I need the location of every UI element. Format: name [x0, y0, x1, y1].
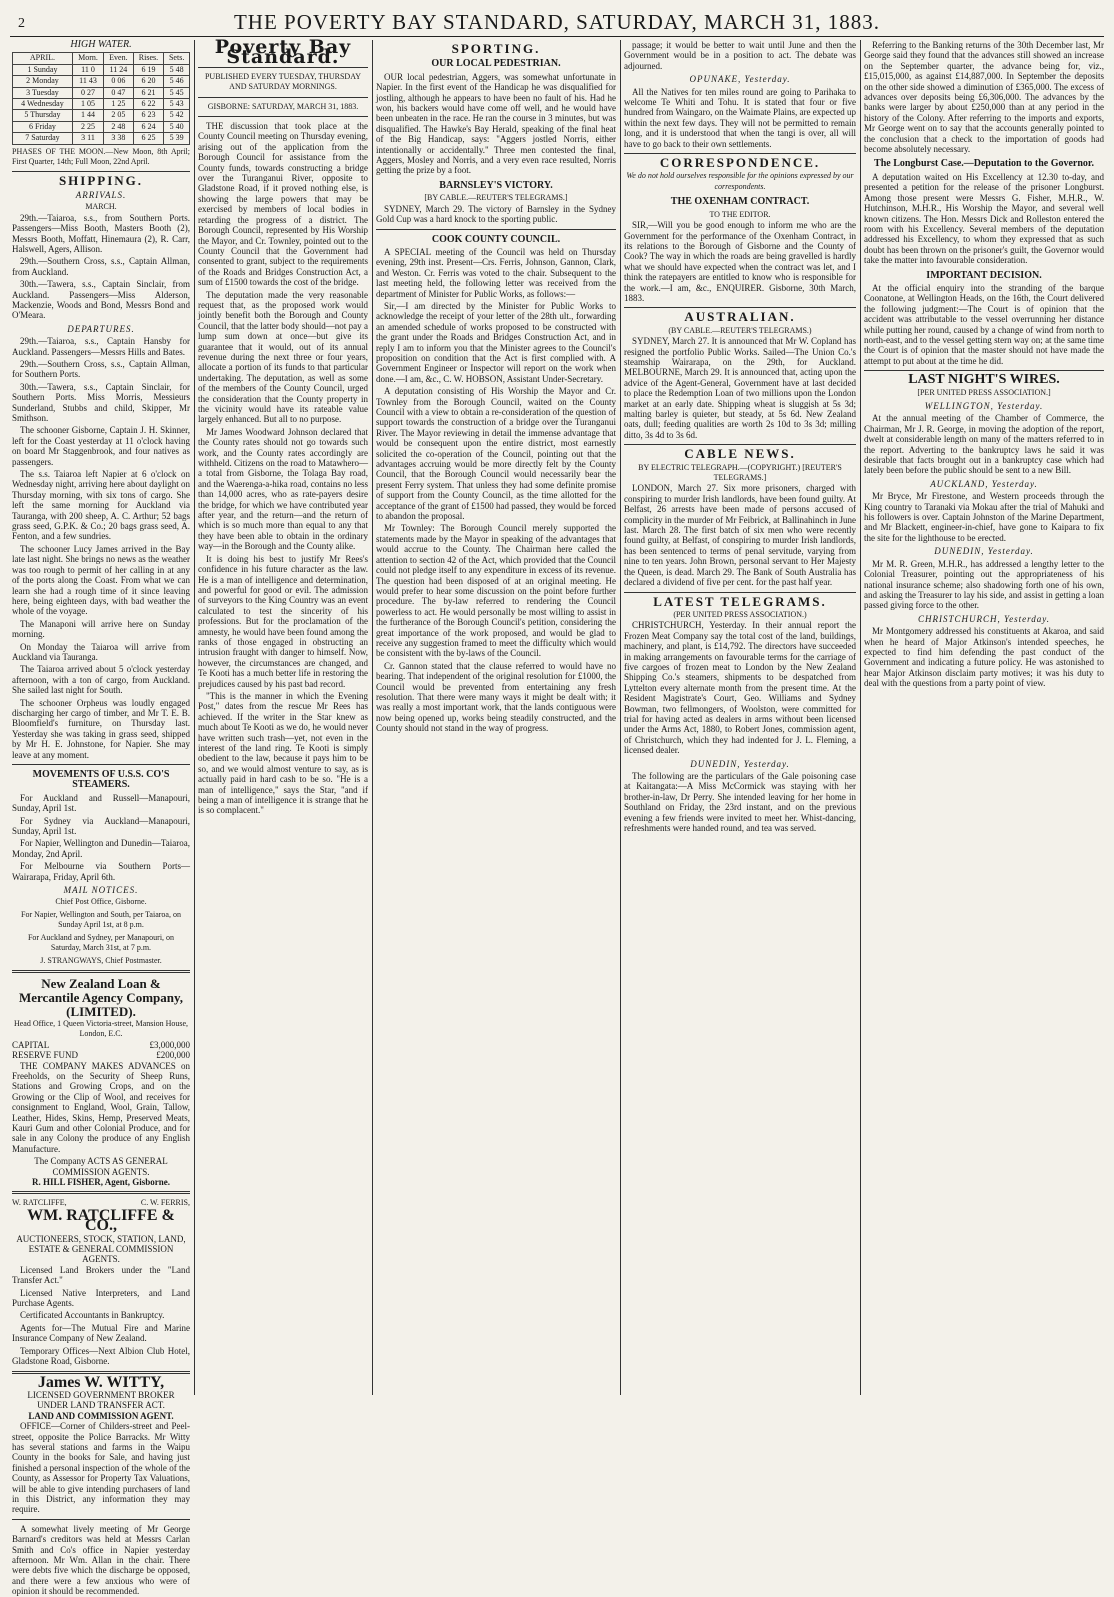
tides-cell: 6 23: [133, 110, 164, 121]
tides-cell: 2 05: [104, 110, 134, 121]
sporting-heading: SPORTING.: [451, 41, 541, 56]
opunake-body: All the Natives for ten miles round are going to Parihaka to welcome Te Whiti and Tohu. It is stated that four or five hundred from Waingaro, on the Waimate Plains, are expected up within the next few days. They will not be permitted to remain long, and it is understood that when the tangi is over, all will have to go back to their own settlements.: [624, 86, 856, 149]
nzloan-office: Head Office, 1 Queen Victoria-street, Mansion House, London, E.C.: [13, 1018, 189, 1039]
column-1: [12, 39, 190, 1597]
dunedin2-body: Mr M. R. Green, M.H.R., has addressed a lengthy letter to the Colonial Treasurer, pointing out the appropriateness of his national insurance scheme; also shadowing forth one of his own, and asking the Treasurer to lay his side, and assist in getting a loan passed giving force to the other.: [864, 558, 1104, 611]
tides-cell: 0 06: [104, 76, 134, 87]
cable-heading: CABLE NEWS.: [684, 446, 796, 462]
column-divider: [860, 40, 861, 1395]
australian-heading: AUSTRALIAN.: [684, 309, 796, 325]
departure-item: 29th.—Taiaroa, s.s., Captain Hansby for Auckland. Passengers—Messrs Hills and Bates.: [12, 336, 190, 357]
tides-cell: 6 22: [133, 99, 164, 110]
masthead-rule: [10, 36, 1104, 37]
arrival-item: 29th.—Southern Cross, s.s., Captain Allman, from Auckland.: [12, 256, 190, 277]
pedestrian-body: OUR local pedestrian, Aggers, was somewhat unfortunate in Napier. In the first event of the Handicap he was disqualified for jostling, although he appears to have been no fault of his. Had he won, his backers would have come off well, and he would have been unbeaten in the race. He ran the course in 3 minutes, but was disqualified. The Hawke's Bay Herald, speaking of the final heat of the Big Handicap, says: "Aggers jostled Norris, either intentionally or accidentally." Three men contested the final, Aggers, Mosley and Norris, and a very even race resulted, Norris getting the prize by a foot.: [376, 71, 616, 176]
nzloan-agent-name: R. HILL FISHER, Agent, Gisborne.: [31, 1177, 171, 1187]
newspaper-flag: Poverty Bay Standard.: [214, 36, 352, 69]
movement-item: For Melbourne via Southern Ports—Wairarapa, Friday, April 6th.: [12, 861, 190, 882]
cable-sub: BY ELECTRIC TELEGRAPH.—(COPYRIGHT.) [REUTER'S TELEGRAMS.]: [638, 462, 842, 483]
correspondence-note: We do not hold ourselves responsible for the opinions expressed by our correspondents.: [626, 171, 854, 191]
nzloan-advert: [12, 977, 190, 1188]
tides-cell: 1 25: [104, 99, 134, 110]
tides-cell: 7 Saturday: [13, 133, 73, 144]
shipping-note: On Monday the Taiaroa will arrive from Auckland via Tauranga.: [12, 641, 190, 662]
important-body: At the official enquiry into the stranding of the barque Coonatone, at Wellington Heads, on the 16th, the Court delivered the following judgment:—The Court is of opinion that the accident was attributable to the vessel overrunning her distance while putting her round, caused by a change of wind from north to north-east, and to the vessel getting stern way on; at the same time the Court is of opinion that the master should not have made the attempt to put about at the time he did.: [864, 282, 1104, 366]
lastnight-heading: LAST NIGHT'S WIRES.: [908, 372, 1060, 388]
barnsley-sub: [BY CABLE.—REUTER'S TELEGRAMS.]: [424, 193, 568, 203]
tides-cell: 2 25: [72, 121, 103, 132]
col5-top: Referring to the Banking returns of the 30th December last, Mr George said they found that the advances still showed an increase on the September quarter, the advance being for, viz., £15,015,000, as against £14,887,000. In September the deposits on the other side showed a diminution of £365,000. The excess of advances over deposits being £6,306,000. The advances by the banks were larger by about £250,000 than at any period in the history of the Colony. After referring to the imports and exports, Mr George went on to say that the accounts generally pointed to the conclusion that a check to the importation of goods had become absolutely necessary.: [864, 40, 1104, 155]
tides-row: [13, 76, 190, 87]
wellington-heading: WELLINGTON, Yesterday.: [924, 401, 1044, 411]
mail-line: J. STRANGWAYS, Chief Postmaster.: [40, 955, 162, 965]
tides-row: [13, 121, 190, 132]
auckland-body: Mr Bryce, Mr Firestone, and Western proceeds through the King country to Taranaki via Mokau after the trial of Mahuki and his followers is over. Captain Johnston of the Marine Department, and Mr Blackett, engineer-in-chief, have gone to Kaipara to fix the site for the lighthouse to be erected.: [864, 491, 1104, 543]
mail-line: For Napier, Wellington and South, per Taiaroa, on Sunday April 1st, at 8 p.m.: [21, 909, 181, 930]
tides-row: [13, 64, 190, 75]
nzloan-capital: £3,000,000: [149, 1039, 190, 1050]
movements-list: [12, 793, 190, 882]
tides-cell: 6 21: [133, 87, 164, 98]
moon-phases: PHASES OF THE MOON.—New Moon, 8th April; First Quarter, 14th; Full Moon, 22nd April.: [12, 146, 190, 167]
dunedin-heading: DUNEDIN, Yesterday.: [690, 758, 790, 769]
tides-table: [12, 52, 190, 144]
ratcliffe-line: Certificated Accountants in Bankruptcy.: [20, 1310, 165, 1321]
column-2: [198, 36, 368, 1395]
tides-cell: 3 11: [72, 133, 103, 144]
tides-cell: 1 44: [72, 110, 103, 121]
shipping-note: The Manaponi will arrive here on Sunday morning.: [12, 618, 190, 640]
cable-body: LONDON, March 27. Six more prisoners, charged with conspiring to murder Irish landlords, have been found guilty. At Belfast, 26 arrests have been made of persons accused of complicity in the murder of Mr Feibrick, at Ballinahinch in June last. March 28. The first batch of six men who were recently found guilty, at Belfast, of conspiring to murder Irish landlords, has been sentenced to terms of penal servitude, varying from nine to ten years. John Brown, personal servant to Her Majesty the Queen, is dead. March 29. The Bank of South Australia has declared a dividend of five per cent. for the past half year.: [624, 483, 856, 588]
arrivals-list: [12, 213, 190, 321]
longburst-heading: The Longburst Case.—Deputation to the Governor.: [874, 158, 1094, 170]
departure-item: 29th.—Southern Cross, s.s., Captain Allman, for Southern Ports.: [12, 358, 190, 380]
australian-sub: (BY CABLE.—REUTER'S TELEGRAMS.): [668, 325, 812, 335]
tides-header-cell: Morn.: [72, 53, 103, 64]
tides-cell: 5 42: [164, 110, 190, 121]
council-body-5: Cr. Gannon stated that the clause referred to would have no bearing. That independent of the original resolution for £1000, the Council would be prevented from entertaining any fresh resolution. That there were many ways it might be dealt with; it was really a most important work, that the lands contiguous were now being opened up, works being steadily constructed, and the County should not stand in the way of progress.: [376, 660, 616, 734]
council-body-3: A deputation consisting of His Worship the Mayor and Cr. Townley from the Borough Council, waited on the County Council with a view to obtain a re-consideration of the question of support towards the construction of a bridge over the Turanganui River. The Mayor reviewing in detail the immense advantage that would be consequent upon the entire district, most earnestly solicited the co-operation of the Council, pointing out that the advantages accruing would be more directly felt by the County Council, that the Borough Council would necessarily bear the present Ferry system. That unless they had some definite promise of support from the County Council, as the time allotted for the acceptance of the grant of £1500 had passed, they would be forced to abandon the proposal.: [376, 386, 616, 522]
tides-cell: 5 Thursday: [13, 110, 73, 121]
tides-cell: 5 46: [164, 76, 190, 87]
tides-cell: 5 45: [164, 87, 190, 98]
ratcliffe-sub: AUCTIONEERS, STOCK, STATION, LAND, ESTATE & GENERAL COMMISSION AGENTS.: [16, 1233, 186, 1265]
tides-cell: 6 25: [133, 133, 164, 144]
shipping-heading: SHIPPING.: [58, 173, 144, 189]
ratcliffe-lines: [12, 1265, 190, 1367]
witty-sub2: LAND AND COMMISSION AGENT.: [28, 1410, 174, 1421]
nzloan-reserve: £200,000: [156, 1050, 190, 1061]
latest-body: CHRISTCHURCH, Yesterday. In their annual report the Frozen Meat Company say the total cost of the land, buildings, machinery, and plant, is £14,792. The directors have succeeded in making arrangements on favourable terms for the carriage of five cargoes of frozen meat to London by the New Zealand Shipping Co.'s steamers, shipments to be despatched from Lyttelton every alternate month from the present time. At the Resident Magistrate's Court, Geo. Williams and Sydney Bowman, two fellmongers, of Woolston, were committed for trial for having acted as dealers in arms without been licensed under the Arms Act, 1880, to Robert Jones, commission agent, of Christchurch, which they had indented for J. L. Fleming, a licensed dealer.: [624, 620, 856, 756]
editorial-paragraphs: [198, 121, 368, 816]
tides-cell: 6 20: [133, 76, 164, 87]
column-3: [376, 40, 616, 1395]
tides-header-cell: Even.: [104, 53, 134, 64]
mail-heading: MAIL NOTICES.: [63, 885, 139, 896]
tides-cell: 2 Monday: [13, 76, 73, 87]
tides-cell: 1 05: [72, 99, 103, 110]
oxenham-to: TO THE EDITOR.: [709, 209, 771, 219]
movements-heading: MOVEMENTS OF U.S.S. CO'S STEAMERS.: [32, 769, 170, 791]
departure-item: 30th.—Tawera, s.s., Captain Sinclair, for Southern Ports. Miss Morris, Messieurs Sunderland, Stubbs and child, Skipper, Mr Smithson.: [12, 381, 190, 423]
arrival-item: 30th.—Tawera, s.s., Captain Sinclair, from Auckland. Passengers—Miss Alderson, Mackenzie, Woods and Bond, Messrs Bond and O'Meara.: [12, 279, 190, 321]
opunake-heading: OPUNAKE, Yesterday.: [689, 74, 791, 85]
shipping-note: The Taiaroa arrived about 5 o'clock yesterday afternoon, with a ton of cargo, from Auckland. She sailed last night for South.: [12, 664, 190, 696]
arrivals-month: MARCH.: [85, 202, 117, 212]
shipping-note: The schooner Orpheus was loudly engaged discharging her cargo of timber, and Mr T. E. B. Bloomfield's furniture, on Thursday last. Yesterday she was taking in grass seed, shipped by Mr H. E. Johnstone, for Napier. She may leave at any moment.: [12, 697, 190, 760]
tides-heading: HIGH WATER.: [70, 39, 132, 50]
auckland-heading: AUCKLAND, Yesterday.: [930, 478, 1038, 489]
nzloan-capital-label: CAPITAL: [12, 1039, 50, 1050]
editorial-paragraph: It is doing his best to justify Mr Rees's confidence in his future character as the law. He is a man of intelligence and determination, and powerful for good or evil. The admission of surveyors to the King Country was an event calculated to test the sincerity of his professions. But for the proclamation of the amnesty, he would have been found among the ranks of those engaged in obstructing an intrusion fraught with danger to himself. Now, however, the circumstances are changed, and Te Kooti has a much better life in restoring the prejudices caused by his past bad record.: [198, 553, 368, 689]
tides-header-cell: Rises.: [133, 53, 164, 64]
bottom-para: A somewhat lively meeting of Mr George Barnard's creditors was held at Messrs Carlan Smith and Co's office in Napier yesterday afternoon. Mr Wm. Allan in the chair. There were debts five which the discharge be opposed, and there were a few anxious who were of opinion it should be recommended.: [12, 1523, 190, 1597]
tides-cell: 11 0: [72, 64, 103, 75]
longburst-body: A deputation waited on His Excellency at 12.30 to-day, and presented a petition for the release of the prisoner Longburst. Among those present were Messrs G. Fisher, M.H.R., W. Hutchinson, M.H.R., His Worship the Mayor, and several well known citizens. The Hon. Messrs Dick and Rolleston entered the room with his Excellency. Several members of the deputation addressed his Excellency, to whom they expressed that as such doubt has been thrown on the prisoner's guilt, the Governor would take the matter into favourable consideration.: [864, 171, 1104, 266]
tides-cell: 1 Sunday: [13, 64, 73, 75]
column-divider: [194, 40, 195, 1395]
council-body-2: Sir,—I am directed by the Minister for Public Works to acknowledge the receipt of your letter of the 28th ult., forwarding an amended schedule of works proposed to be constructed with the grant under the Roads and Bridges Construction Act, and in reply I am to inform you that the Minister agrees to the Council's proposition on condition that the Act is first complied with. A Government Engineer or Inspector will report on the work when done.—I am, &c., C. W. HOBSON, Assistant Under-Secretary.: [376, 300, 616, 384]
pedestrian-heading: OUR LOCAL PEDESTRIAN.: [431, 58, 561, 70]
movement-item: For Auckland and Russell—Manapouri, Sunday, April 1st.: [12, 792, 190, 814]
editorial-paragraph: THE discussion that took place at the County Council meeting on Thursday evening, arising out of the application from the Borough Council for assistance from the County funds, towards constructing a bridge over the Turanganui River, opposite to Gladstone Road, if it proved nothing else, is showing the large powers that may be exercised by members of local bodies in retarding the progress of a district. The Borough Council, represented by His Worship the Mayor, and Cr. Townley, pointed out to the County Council that the Government had consented to grant, subject to the requirements of the Roads and Bridges Construction Act, a sum of £1500 towards the cost of the bridge.: [198, 121, 368, 288]
tides-header-cell: Sets.: [164, 53, 190, 64]
tides-cell: 11 43: [72, 76, 103, 87]
tides-cell: 5 39: [164, 133, 190, 144]
tides-row: [13, 87, 190, 98]
mail-notices: [12, 897, 190, 965]
tides-cell: 0 27: [72, 87, 103, 98]
tides-cell: 5 40: [164, 121, 190, 132]
tides-cell: 4 Wednesday: [13, 99, 73, 110]
ratcliffe-line: Licensed Land Brokers under the "Land Transfer Act.": [12, 1264, 190, 1286]
witty-body: OFFICE—Corner of Childers-street and Peel-street, opposite the Police Barracks. Mr Witty has several stations and farms in the Waipu County in the books for Sale, and having just finished a personal inspection of the whole of the County, as Assessor for Property Tax Valuations, will be able to give intending purchasers of land in this District, any information they may require.: [12, 1421, 190, 1515]
masthead: [0, 6, 1114, 36]
ratcliffe-line: Temporary Offices—Next Albion Club Hotel, Gladstone Road, Gisborne.: [12, 1345, 190, 1367]
oxenham-heading: THE OXENHAM CONTRACT.: [670, 196, 810, 208]
tides-cell: 6 Friday: [13, 121, 73, 132]
latest-heading: LATEST TELEGRAMS.: [653, 593, 827, 609]
editorial-paragraph: The deputation made the very reasonable request that, as the proposed work would jointly benefit both the Borough and County Council, that the latter body should—not pay a lump sum down at once—but give its guarantee that it would, out of its annual revenue during the next three or four years, allocate a portion of its funds to that particular undertaking. The deputation, as well as some of the members of the County Council, urged the consideration that the County property in the vicinity would have its rateable value largely enhanced. But all to no purpose.: [198, 289, 368, 425]
page-number: 2: [18, 16, 25, 31]
important-heading: IMPORTANT DECISION.: [926, 269, 1042, 281]
arrivals-heading: ARRIVALS.: [75, 189, 127, 200]
ratcliffe-partner-right: C. W. FERRIS,: [140, 1198, 190, 1208]
tides-cell: 3 38: [104, 133, 134, 144]
departures-list: [12, 336, 190, 423]
nzloan-agents: The Company ACTS AS GENERAL COMMISSION AGENTS.: [34, 1156, 168, 1177]
mail-line: For Auckland and Sydney, per Manapouri, on Saturday, March 31st, at 7 p.m.: [27, 932, 175, 953]
lastnight-sub: [PER UNITED PRESS ASSOCIATION.]: [917, 387, 1051, 397]
ratcliffe-advert: [12, 1198, 190, 1366]
council-body-1: A SPECIAL meeting of the Council was held on Thursday evening, 29th inst. Present—Crs. Ferris, Johnson, Gannon, Clark, and Weston. Cr. Ferris was voted to the chair. Subsequent to the last meeting held, the following letter was received from the department of Minister for Public Works, as follows:—: [376, 246, 616, 299]
tides-row: [13, 133, 190, 144]
dunedin2-heading: DUNEDIN, Yesterday.: [934, 546, 1034, 557]
ratcliffe-partner-left: W. RATCLIFFE,: [12, 1198, 67, 1208]
shipping-note: The s.s. Taiaroa left Napier at 6 o'clock on Wednesday night, arriving here about daylight on Thursday morning, with six tons of cargo. She left the same morning for Auckland via Tauranga, with 200 sheep, A. C. Arthur; 52 bags grass seed, G.P.K. & Co.; 20 bags grass seed, A. Fenton, and a few sundries.: [12, 469, 190, 542]
witty-sub: LICENSED GOVERNMENT BROKER UNDER LAND TRANSFER ACT.: [27, 1389, 175, 1411]
tides-cell: 6 19: [133, 64, 164, 75]
movement-item: For Napier, Wellington and Dunedin—Taiaroa, Monday, 2nd April.: [12, 838, 190, 859]
tides-row: [13, 110, 190, 121]
tides-cell: 0 47: [104, 87, 134, 98]
tides-header-row: [13, 53, 190, 64]
shipping-note: The schooner Lucy James arrived in the Bay late last night. She brings no news as the weather was too rough to permit of her calling in at any of the ports along the Coast. From what we can learn she had a rough time of it since leaving here, being eighteen days, with bad weather the whole of the voyage.: [12, 543, 190, 617]
arrival-item: 29th.—Taiaroa, s.s., from Southern Ports. Passengers—Miss Booth, Masters Booth (2), Messrs Booth, Moffatt, Hinemaura (2), R. Carr, Halswell, Agers, Allison.: [12, 212, 190, 254]
australian-body: SYDNEY, March 27. It is announced that Mr W. Copland has resigned the portfolio Public Works. Sailed—The Union Co.'s steamship Wairarapa, on the 29th, for Auckland. MELBOURNE, March 29. It is announced that, acting upon the advice of the Agent-General, Government have at last decided to place the Redemption Loan of two millions upon the London market at an early date. Shipping wheat is sluggish at 5s 3d; malting barley is quieter, but steady, at 5s 6d. New Zealand oats, dull; feeding qualities are worth 2s 10d to 3s 3d; milling ditto, 3s 4d to 3s 6d.: [624, 336, 856, 440]
tides-header-cell: APRIL.: [13, 53, 73, 64]
ratcliffe-line: Agents for—The Mutual Fire and Marine Insurance Company of New Zealand.: [12, 1322, 190, 1344]
council-body-4: Mr Townley: The Borough Council merely supported the statements made by the Mayor in speaking of the advantages that would accrue to the County. The Chairman here called the attention to section 42 of the Act, which provided that the Council could not pledge itself to any expenditure in excess of its revenue. The question had been disposed of at an original meeting. He would prefer to hear some discussion on the point before further procedure. The by-law referred to rendering the Council powerless to act. He would personally be most willing to assist in the furtherance of the Borough Council's petition, considering the great importance of the work proposed, and would be glad to receive any suggestion framed to meet the difficulty which would be consistent with the by-laws of the Council.: [376, 523, 616, 659]
tides-cell: 6 24: [133, 121, 164, 132]
barnsley-body: SYDNEY, March 29. The victory of Barnsley in the Sydney Gold Cup was a hard knock to the sporting public.: [376, 203, 616, 225]
tides-cell: 2 48: [104, 121, 134, 132]
column-divider: [372, 40, 373, 1395]
tides-cell: 5 48: [164, 64, 190, 75]
page-title: THE POVERTY BAY STANDARD, SATURDAY, MARCH 31, 1883.: [233, 10, 881, 34]
column-4: [624, 40, 856, 1395]
ratcliffe-title: WM. RATCLIFFE & CO.,: [27, 1206, 175, 1235]
dateline: GISBORNE: SATURDAY, MARCH 31, 1883.: [207, 101, 359, 111]
col4-top: passage; it would be better to wait until June and then the Government would be in a position to act. The debate was adjourned.: [624, 40, 856, 71]
ratcliffe-line: Licensed Native Interpreters, and Land Purchase Agents.: [12, 1287, 190, 1309]
tides-cell: 11 24: [104, 64, 134, 75]
witty-advert: [12, 1373, 190, 1515]
editorial-paragraph: Mr James Woodward Johnson declared that the County rates should not go towards such work, and the County rates accordingly are withheld. Citizens on the road to Matawhero—a total from Gisborne, the Tolaga Bay road, and the Waerenga-a-hika road, contains no less than 14,000 acres, who as rate-payers desire the bridge, for which we have contributed year after year, and the return—and the return of which is so much more than equal to any that they have been able to obtain in the ordinary way—in the Borough and the County alike.: [198, 426, 368, 552]
witty-title: James W. WITTY,: [37, 1373, 165, 1391]
column-divider: [620, 40, 621, 1395]
barnsley-heading: BARNSLEY'S VICTORY.: [439, 179, 553, 191]
tides-cell: 5 43: [164, 99, 190, 110]
christchurch-body: Mr Montgomery addressed his constituents at Akaroa, and said when he heard of Major Atkinson's intended speeches, he expected to find him defending the past conduct of the Government and indicating a future policy. He was astonished to hear Major Atkinson disclaim party motives; it was his duty to deal with the questions from a party point of view.: [864, 626, 1104, 689]
correspondence-heading: CORRESPONDENCE.: [659, 155, 821, 171]
nzloan-title: New Zealand Loan & Mercantile Agency Company, (LIMITED).: [18, 975, 184, 1019]
council-heading: COOK COUNTY COUNCIL.: [431, 233, 561, 245]
latest-sub: (PER UNITED PRESS ASSOCIATION.): [673, 609, 807, 619]
shipping-notes: [12, 425, 190, 760]
wellington-body: At the annual meeting of the Chamber of Commerce, the Chairman, Mr J. R. George, in moving the adoption of the report, dwelt at considerable length on many of the matters referred to in the report. Adverting to the bankruptcy laws he said it was desirable that facts brought out in a bankruptcy case which had lately been before the public should be sent to a new Bill.: [864, 413, 1104, 476]
shipping-note: The schooner Gisborne, Captain J. H. Skinner, left for the Coast yesterday at 11 o'clock having on board Mr Staggenbrook, and four natives as passengers.: [12, 425, 190, 467]
tides-cell: 3 Tuesday: [13, 87, 73, 98]
column-5: [864, 40, 1104, 1395]
nzloan-body: THE COMPANY MAKES ADVANCES on Freeholds, on the Security of Sheep Runs, Stations and Growing Crops, and on the Growing or the Clip of Wool, and receives for consignment to England, Wool, Grain, Tallow, Leather, Hides, Skins, Hemp, Preserved Meats, Kauri Gum and other Colonial Produce, and for sale in any Colony the produce of any English Manufacture.: [12, 1060, 190, 1154]
dunedin-body: The following are the particulars of the Gale poisoning case at Kaitangata:—A Miss McCormick was staying with her brother-in-law, Dr Perry. She intended leaving for her home in Southland on Friday, the 23rd instant, and on the previous evening a few friends were invited to meet her. Whist-dancing, refreshments were handed round, and tea was served.: [624, 771, 856, 834]
mail-line: Chief Post Office, Gisborne.: [55, 897, 147, 907]
nzloan-reserve-label: RESERVE FUND: [12, 1050, 79, 1061]
christchurch-heading: CHRISTCHURCH, Yesterday.: [917, 613, 1051, 624]
published-line: PUBLISHED EVERY TUESDAY, THURSDAY AND SATURDAY MORNINGS.: [204, 71, 362, 92]
oxenham-body: SIR,—Will you be good enough to inform me who are the Government for the performance of the Oxenham Contract, in its relations to the Borough of Gisborne and the County of Cook? The way in which the roads are being gravelled is hardly what we should have expected when the contract was let, and I think the ratepayers are entitled to know who is responsible for the work.—I am, &c., ENQUIRER. Gisborne, 30th March, 1883.: [624, 220, 856, 303]
editorial-paragraph: "This is the manner in which the Evening Post," dates from the rescue Mr Rees has achieved. If the writer in the Star knew as much about Te Kooti as we do, he would never have written such trash—yet, not even in the interest of the land ring. Te Kooti is simply obedient to the law, because it pays him to be so, and we would almost venture to say, as is actually paid in hard cash to be so. "He is a man of intelligence," says the Star, "and if being a man of intelligence it is strange that he is so complacent.": [198, 690, 368, 816]
movement-item: For Sydney via Auckland—Manapouri, Sunday, April 1st.: [12, 815, 190, 837]
tides-row: [13, 99, 190, 110]
departures-heading: DEPARTURES.: [67, 323, 135, 334]
